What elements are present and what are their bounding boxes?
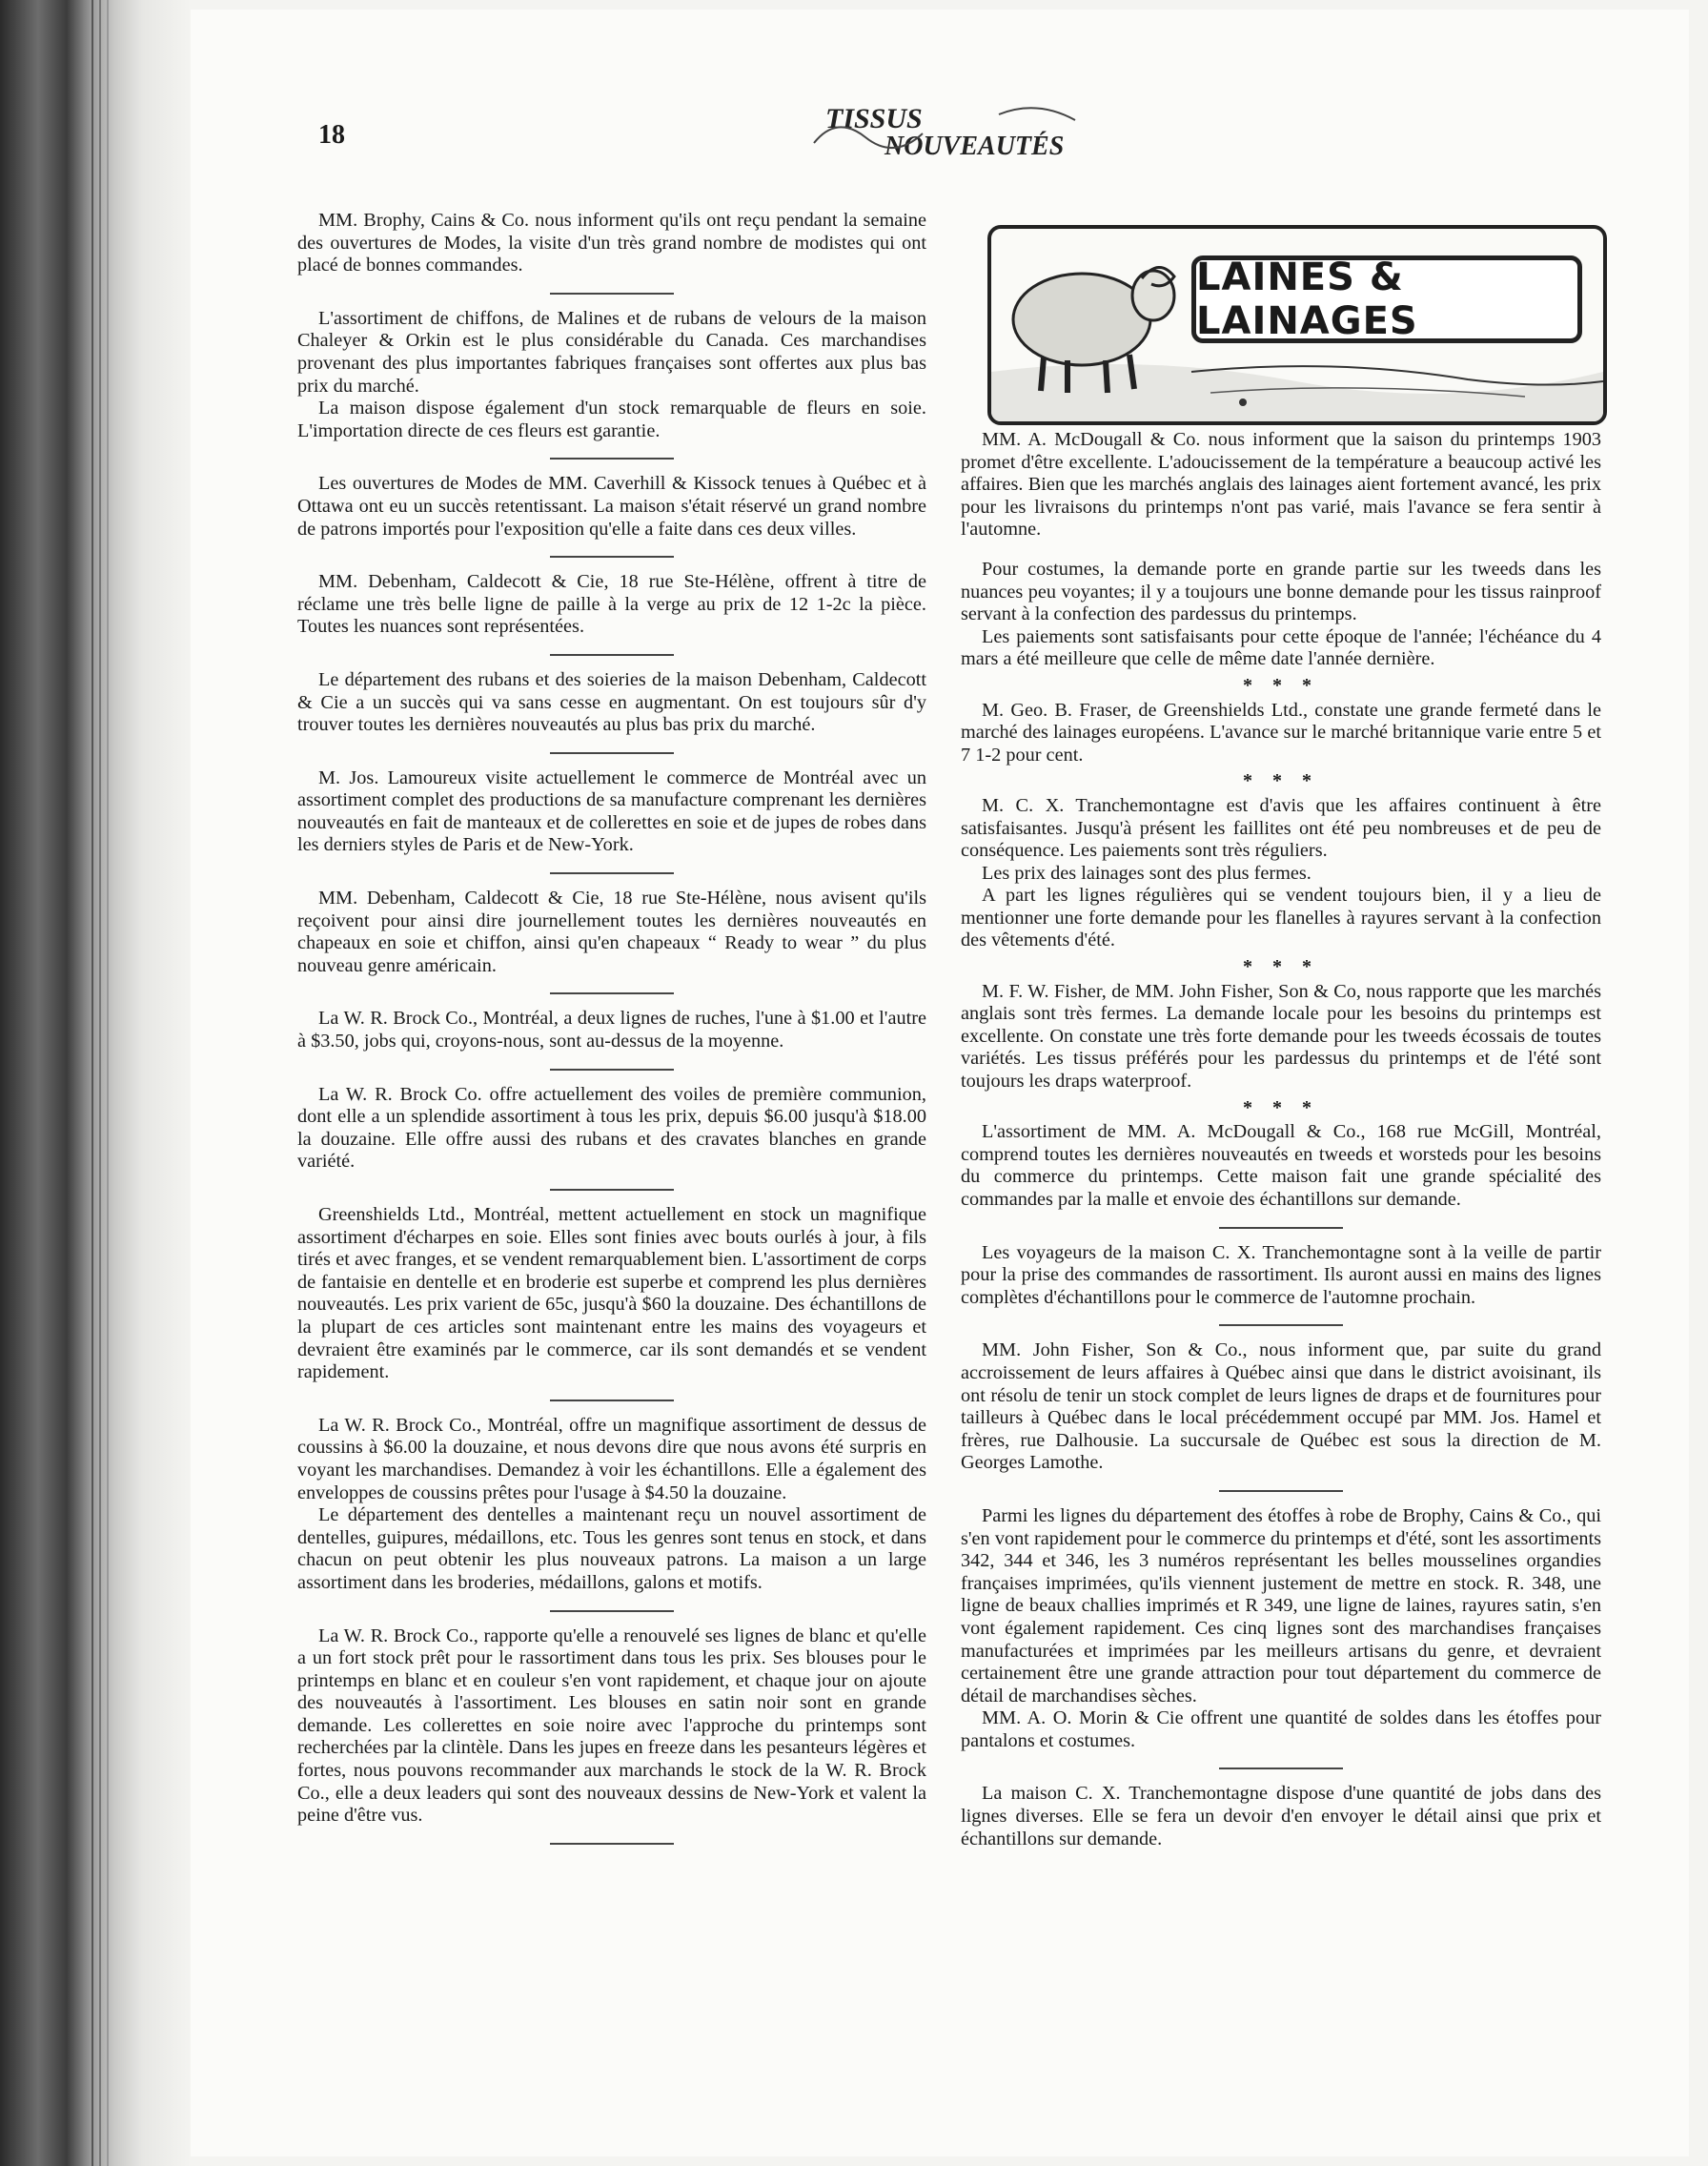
paragraph: Le département des dentelles a maintenant reçu un nouvel assortiment de dentelles, guipures, médaillons, etc. Tous les genres sont tenus en stock, et dans chacun on peut obtenir les plus nouveaux patrons. La maison a un large assortiment dans les broderies, médaillons, galons et motifs.	[297, 1504, 926, 1593]
paragraph: MM. A. McDougall & Co. nous informent que la saison du printemps 1903 promet d'être excellente. L'adoucissement de la température a beaucoup activé les affaires. Bien que les marchés anglais des lainages aient fortement avancé, les prix pour les livraisons du printemps n'ont pas varié, mais l'avance se fera sentir à l'automne.	[961, 429, 1601, 541]
paragraph: La W. R. Brock Co. offre actuellement des voiles de première communion, dont elle a un splendide assortiment à tous les prix, depuis $6.00 jusqu'à $18.00 la douzaine. Elle offre aussi des rubans et des cravates blanches en grande variété.	[297, 1083, 926, 1173]
paragraph: MM. A. O. Morin & Cie offrent une quantité de soldes dans les étoffes pour pantalons et costumes.	[961, 1707, 1601, 1751]
paragraph: Pour costumes, la demande porte en grande partie sur les tweeds dans les nuances peu voyantes; il y a toujours une bonne demande pour les tissus rainproof servant à la confection des pardessus du printemps.	[961, 558, 1601, 625]
paragraph: M. Jos. Lamoureux visite actuellement le commerce de Montréal avec un assortiment complet des productions de sa manufacture comprenant les dernières nouveautés en fait de manteaux et de collerettes en soie et de jupes de robes dans les derniers styles de Paris et de New-York.	[297, 766, 926, 856]
star-divider: * * *	[1243, 674, 1319, 696]
star-divider: * * *	[1243, 1096, 1319, 1118]
paragraph: La maison C. X. Tranchemontagne dispose d'une quantité de jobs dans des lignes diverses. Elle se fera un devoir d'en envoyer le détail ainsi que prix et échantillons sur demande.	[961, 1783, 1601, 1849]
separator-rule	[1219, 1768, 1343, 1769]
separator-rule	[550, 1400, 674, 1401]
separator-rule	[550, 1843, 674, 1845]
paragraph: MM. John Fisher, Son & Co., nous informent que, par suite du grand accroissement de leurs affaires à Québec ainsi que dans le district avoisinant, ils ont résolu de tenir un stock complet de leurs lignes de draps et de fournitures pour tailleurs à Québec dans le local précédemment occupé par MM. Jos. Hamel et frères, rue Dalhousie. La succursale de Québec est sous la direction de M. Georges Lamothe.	[961, 1339, 1601, 1474]
page-edge-line	[107, 0, 109, 2166]
separator-rule	[550, 458, 674, 460]
paragraph: M. F. W. Fisher, de MM. John Fisher, Son & Co, nous rapporte que les marchés anglais sont très fermes. La demande locale pour les besoins du printemps est excellente. On constate une très forte demande pour les tweeds écossais de toutes variétés. Les tissus préférés pour les pardessus du printemps et de l'été sont toujours les draps waterproof.	[961, 980, 1601, 1093]
banner-title: LAINES & LAINAGES	[1196, 255, 1418, 343]
page-edge-line	[92, 0, 93, 2166]
separator-rule	[550, 293, 674, 295]
separator-rule	[550, 752, 674, 754]
separator-rule	[1219, 1324, 1343, 1326]
paragraph: M. Geo. B. Fraser, de Greenshields Ltd., constate une grande fermeté dans le marché des lainages européens. L'avance sur le marché britannique varie entre 5 et 7 1-2 pour cent.	[961, 699, 1601, 766]
separator-rule	[550, 1069, 674, 1071]
laines-lainages-banner	[987, 225, 1607, 425]
paragraph: Greenshields Ltd., Montréal, mettent actuellement en stock un magnifique assortiment d'écharpes en soie. Elles sont finies avec bouts ourlés à jour, à fils tirés et avec franges, et se vendent remarquablement bien. L'assortiment de corps de fantaisie en dentelle et en broderie est superbe et comprend les plus dernières nouveautés. Les prix varient de 65c, jusqu'à $60 la douzaine. Des échantillons de la plupart de ces articles sont maintenant entre les mains des voyageurs et devraient être examinés par le commerce, car ils sont demandés et se vendent rapidement.	[297, 1204, 926, 1383]
star-divider: * * *	[1243, 770, 1319, 792]
separator-rule	[550, 872, 674, 874]
masthead-line1: TISSUS	[825, 103, 923, 134]
separator-rule	[550, 992, 674, 994]
paragraph: MM. Debenham, Caldecott & Cie, 18 rue Ste-Hélène, offrent à titre de réclame une très belle ligne de paille à la verge au prix de 12 1-2c la pièce. Toutes les nuances sont représentées.	[297, 571, 926, 638]
separator-rule	[1219, 1227, 1343, 1229]
paragraph: Les ouvertures de Modes de MM. Caverhill & Kissock tenues à Québec et à Ottawa ont eu un succès retentissant. La maison s'était réservé un grand nombre de patrons importés pour l'exposition qu'elle a faite dans ces deux villes.	[297, 473, 926, 540]
book-edge	[0, 0, 191, 2166]
banner-title-box	[1191, 255, 1582, 343]
paragraph: La W. R. Brock Co., Montréal, a deux lignes de ruches, l'une à $1.00 et l'autre à $3.50, jobs qui, croyons-nous, sont au-dessus de la moyenne.	[297, 1008, 926, 1052]
left-column	[297, 210, 926, 1858]
page-number: 18	[318, 120, 345, 150]
separator-rule	[550, 556, 674, 558]
separator-rule	[550, 1189, 674, 1191]
paragraph: MM. Debenham, Caldecott & Cie, 18 rue Ste-Hélène, nous avisent qu'ils reçoivent pour ainsi dire journellement toutes les dernières nouveautés en chapeaux en soie et chiffon, ainsi qu'en chapeaux “ Ready to wear ” du plus nouveau genre américain.	[297, 888, 926, 976]
paragraph: Les prix des lainages sont des plus fermes.	[982, 862, 1312, 884]
masthead-logo	[808, 95, 1085, 162]
separator-rule	[1219, 1490, 1343, 1492]
star-divider: * * *	[1243, 956, 1319, 978]
paragraph: Le département des rubans et des soieries de la maison Debenham, Caldecott & Cie a un succès qui va sans cesse en augmentant. On est toujours sûr d'y trouver toutes les dernières nouveautés au plus bas prix du marché.	[297, 668, 926, 736]
page-edge-line	[99, 0, 101, 2166]
paragraph: M. C. X. Tranchemontagne est d'avis que les affaires continuent à être satisfaisantes. Jusqu'à présent les faillites ont été peu nombreuses et de peu de conséquence. Les paiements sont très réguliers.	[961, 794, 1601, 862]
separator-rule	[550, 654, 674, 656]
separator-rule	[550, 1610, 674, 1612]
paragraph: La maison dispose également d'un stock remarquable de fleurs en soie. L'importation directe de ces fleurs est garantie.	[297, 398, 926, 441]
paragraph: L'assortiment de chiffons, de Malines et de rubans de velours de la maison Chaleyer & Orkin est le plus considérable du Canada. Ces marchandises provenant des plus importantes fabriques françaises sont offertes aux plus bas prix du marché.	[297, 307, 926, 397]
paragraph: Parmi les lignes du département des étoffes à robe de Brophy, Cains & Co., qui s'en vont rapidement pour le commerce du printemps et d'été, sont les assortiments 342, 344 et 346, les 3 numéros représentant les belles mousselines organdies françaises imprimées, qu'ils viennent justement de mettre en stock. R. 348, une ligne de beaux challies imprimés et R 349, une ligne de laines, rayures satin, s'en vont également rapidement. Ces cinq lignes sont des marchandises françaises manufacturées et imprimées par les meilleurs artisans du genre, et devraient certainement être une grande attraction pour tout département du commerce de détail de marchandises sèches.	[961, 1504, 1601, 1706]
paragraph: La W. R. Brock Co., Montréal, offre un magnifique assortiment de dessus de coussins à $6.00 la douzaine, et nous devons dire que nous avons été surpris en voyant les marchandises. Demandez à voir les échantillons. Elle a également des enveloppes de coussins prêtes pour l'usage à $4.50 la douzaine.	[297, 1414, 926, 1503]
masthead-line2: NOUVEAUTÉS	[884, 132, 1065, 161]
paragraph: MM. Brophy, Cains & Co. nous informent qu'ils ont reçu pendant la semaine des ouvertures de Modes, la visite d'un très grand nombre de modistes qui ont placé de bonnes commandes.	[297, 210, 926, 276]
paragraph: Les paiements sont satisfaisants pour cette époque de l'année; l'échéance du 4 mars a été meilleure que celle de même date l'année dernière.	[961, 625, 1601, 670]
paragraph: La W. R. Brock Co., rapporte qu'elle a renouvelé ses lignes de blanc et qu'elle a un fort stock prêt pour le rassortiment dans tous les prix. Ses blouses pour le printemps en blanc et en couleur s'en vont rapidement, et chaque jour on ajoute des nouveautés à l'assortiment. Les blouses en satin noir sont en grande demande. Les collerettes en soie noire avec l'approche du printemps sont recherchées par la clintèle. Dans les jupes en freeze dans les pesanteurs légères et fortes, nous pouvons recommander aux marchands le stock de la W. R. Brock Co., elle a deux leaders qui sont des nouveaux dessins de New-York et valent la peine d'être vus.	[297, 1624, 926, 1827]
paragraph: Les voyageurs de la maison C. X. Tranchemontagne sont à la veille de partir pour la prise des commandes de rassortiment. Ils auront aussi en mains des lignes complètes d'échantillons pour le commerce de l'automne prochain.	[961, 1241, 1601, 1308]
right-column	[961, 429, 1601, 1850]
paragraph: L'assortiment de MM. A. McDougall & Co., 168 rue McGill, Montréal, comprend toutes les dernières nouveautés en tweeds et worsteds pour les besoins du commerce du printemps. Cette maison fait une grande spécialité des commandes par la malle et envoie des échantillons sur demande.	[961, 1121, 1601, 1210]
paragraph: A part les lignes régulières qui se vendent toujours bien, il y a lieu de mentionner une forte demande pour les flanelles à rayures servant à la confection des vêtements d'été.	[961, 885, 1601, 951]
